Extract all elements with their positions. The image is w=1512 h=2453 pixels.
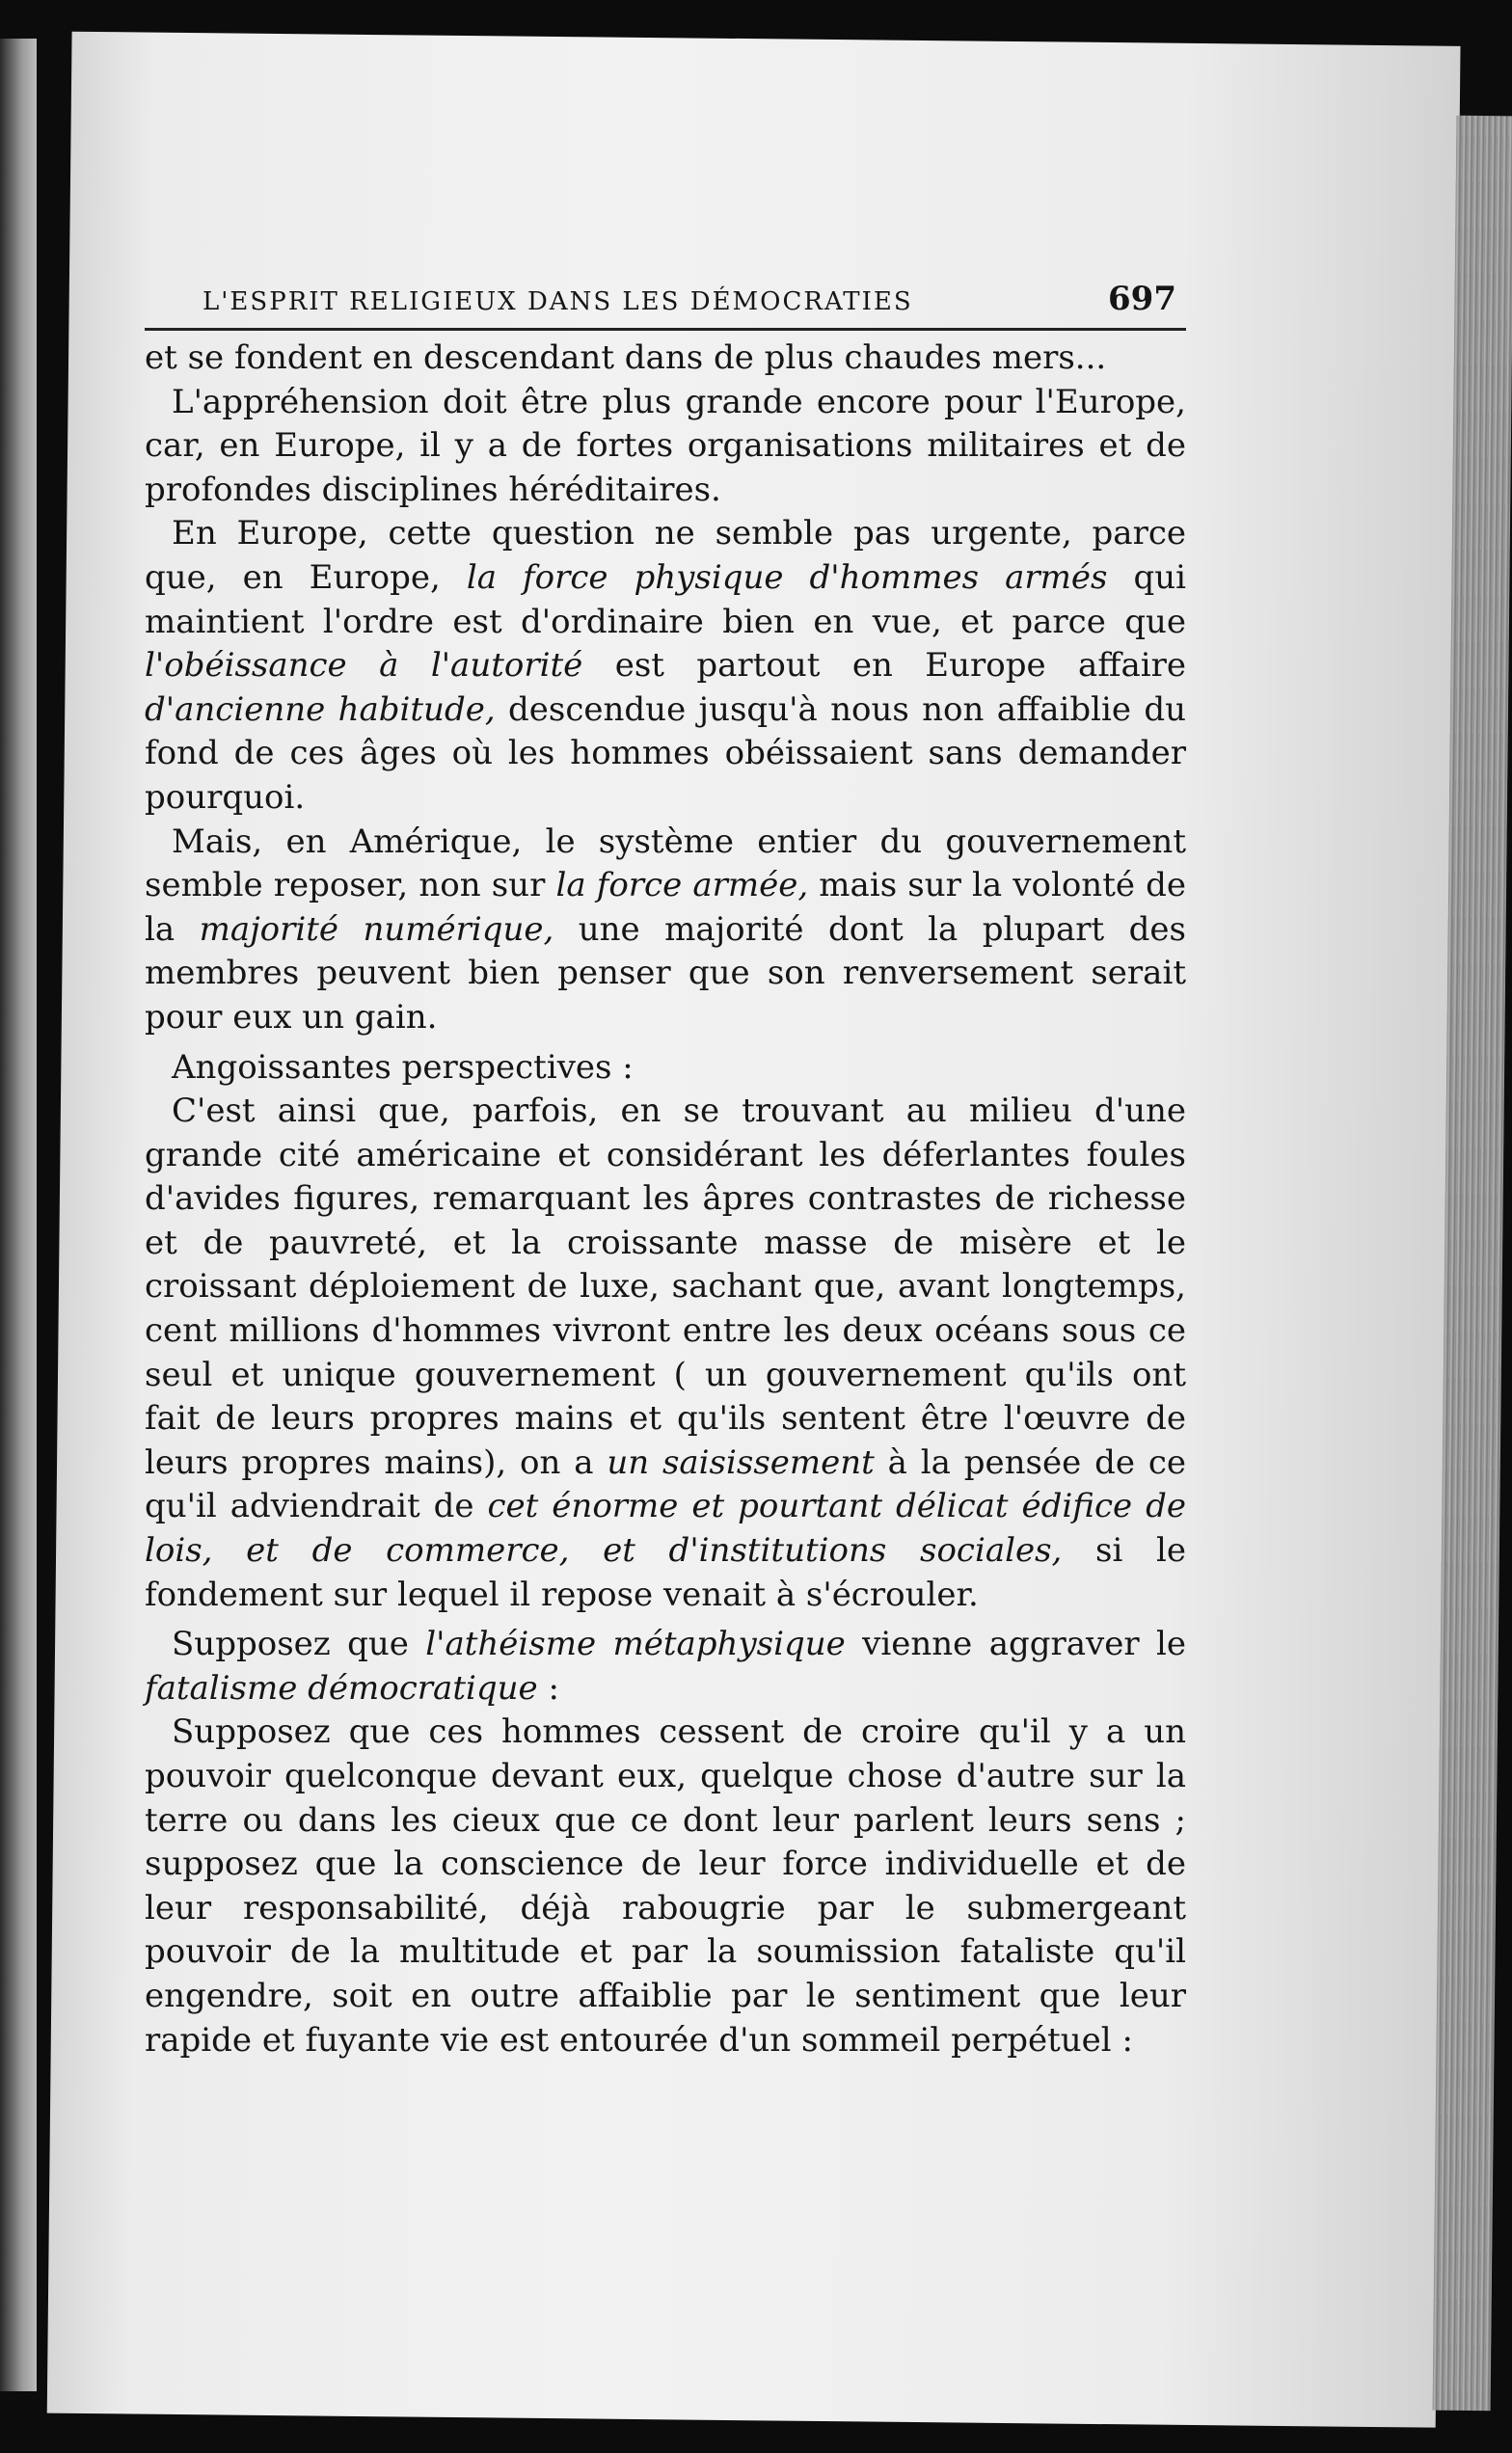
paragraph-1: et se fondent en descendant dans de plus chaudes mers...: [145, 338, 1107, 377]
paragraph-8: Supposez que ces hommes cessent de croire qu'il y a un pouvoir quelconque devant eux, quelque chose d'autre sur la terre ou dans les cieux que ce dont leur parlent leurs sens ; supposez que la conscience de leur force individuelle et de leur responsabilité, déjà rabougrie par le submergeant pouvoir de la multitude et par la soumission fataliste qu'il engendre, soit en outre affaiblie par le sentiment que leur rapide et fuyante vie est entourée d'un sommeil perpétuel :: [145, 1712, 1186, 2060]
paragraph-3: [145, 512, 1186, 820]
paragraph-6-text-2: à la pensée de ce qu'il adviendrait de: [145, 1442, 1186, 1526]
paragraph-3-text-4: descendue jusqu'à nous non affaiblie du fond de ces âges où les hommes obéissaient sans demander pourquoi.: [145, 689, 1186, 817]
paragraph-6-text-3: si le fondement sur lequel il repose venait à s'écrouler.: [145, 1531, 1186, 1614]
paragraph-7: [145, 1623, 1186, 1711]
paragraph-3-text-3: est partout en Europe affaire: [582, 646, 1187, 686]
paragraph-4: [145, 821, 1186, 1040]
paragraph-7-emphasis-2: fatalisme démocratique: [145, 1668, 538, 1708]
running-title: L'ESPRIT RELIGIEUX DANS LES DÉMOCRATIES: [202, 287, 913, 316]
page-content: [145, 280, 1186, 2062]
body-text: [145, 337, 1186, 2062]
page-number: 697: [1108, 280, 1176, 318]
paragraph-7-text-1: Supposez que: [172, 1625, 426, 1664]
paragraph-3-text-2: qui maintient l'ordre est d'ordinaire bien en vue, et parce que: [145, 557, 1187, 641]
paragraph-6: [145, 1090, 1186, 1617]
left-page-edge: [0, 39, 37, 2391]
paragraph-3-emphasis-2: l'obéissance à l'autorité: [145, 646, 583, 686]
running-head: [145, 280, 1186, 331]
paragraph-4-text-2: mais sur la volonté de la: [145, 866, 1187, 949]
paragraph-5: Angoissantes perspectives :: [172, 1047, 634, 1087]
paragraph-4-emphasis-1: la force armée,: [555, 866, 809, 905]
paragraph-3-text-1: En Europe, cette question ne semble pas urgente, parce que, en Europe,: [145, 514, 1186, 597]
paragraph-6-emphasis-2: cet énorme et pourtant délicat édifice de lois, et de commerce, et d'institutions sociales,: [145, 1487, 1186, 1571]
paragraph-7-text-3: :: [537, 1668, 559, 1708]
paragraph-6-emphasis-1: un saisissement: [607, 1442, 875, 1482]
paragraph-2: L'appréhension doit être plus grande encore pour l'Europe, car, en Europe, il y a de fortes organisations militaires et de profondes disciplines héréditaires.: [145, 382, 1186, 509]
paragraph-4-text-1: Mais, en Amérique, le système entier du gouvernement semble reposer, non sur: [145, 822, 1186, 905]
paragraph-6-text-1: C'est ainsi que, parfois, en se trouvant au milieu d'une grande cité américaine et considérant les déferlantes foules d'avides figures, remarquant les âpres contrastes de richesse et de pauvreté, et la croissante masse de misère et le croissant déploiement de luxe, sachant que, avant longtemps, cent millions d'hommes vivront entre les deux océans sous ce seul et unique gouvernement ( un gouvernement qu'ils ont fait de leurs propres mains et qu'ils sentent être l'œuvre de leurs propres mains), on a: [145, 1092, 1186, 1482]
paragraph-3-emphasis-1: la force physique d'hommes armés: [466, 557, 1108, 597]
paragraph-7-text-2: vienne aggraver le: [845, 1625, 1186, 1664]
paragraph-3-emphasis-3: d'ancienne habitude,: [145, 689, 496, 729]
paragraph-7-emphasis-1: l'athéisme métaphysique: [425, 1625, 846, 1664]
paragraph-4-text-3: une majorité dont la plupart des membres peuvent bien penser que son renversement serait pour eux un gain.: [145, 909, 1186, 1037]
paragraph-4-emphasis-2: majorité numérique,: [199, 909, 554, 949]
